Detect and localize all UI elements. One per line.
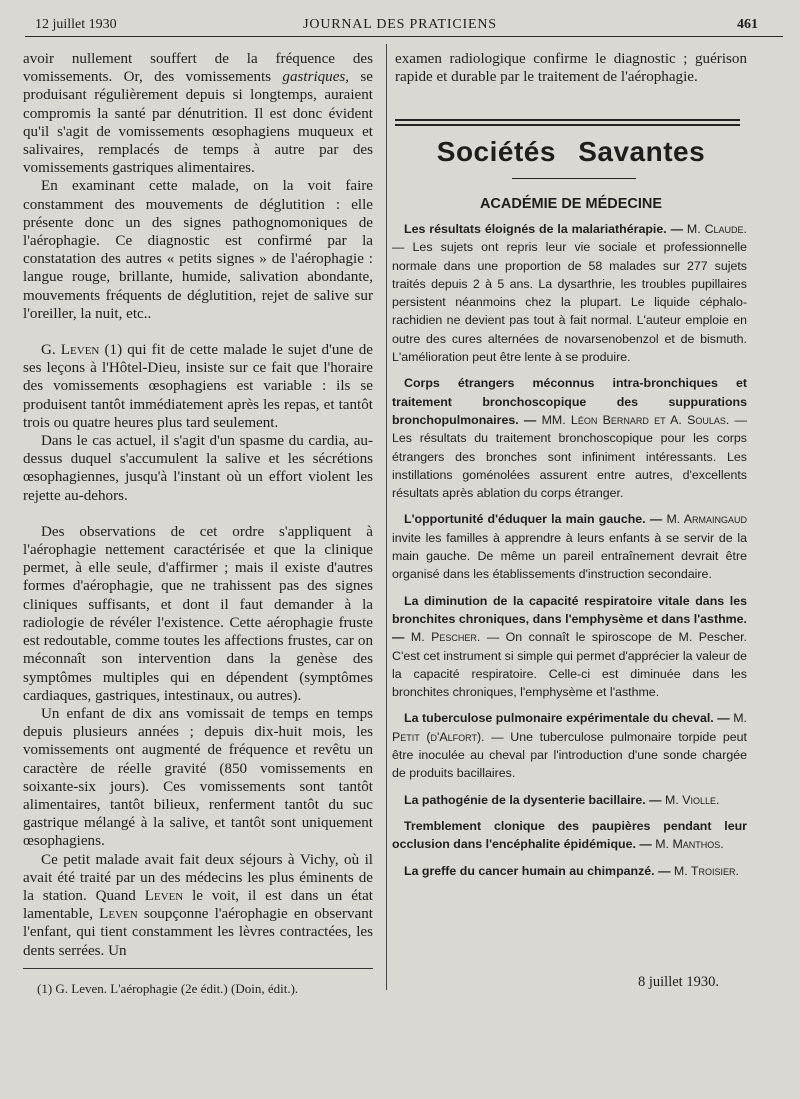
journal-title: JOURNAL DES PRATICIENS	[303, 17, 497, 32]
left-column	[23, 50, 373, 960]
paragraph: Un enfant de dix ans vomissait de temps en temps depuis plusieurs années ; depuis dix-huit mois, les vomissements ont augmenté de fréquence et revêtu un caractère de réelle gravité (850 vomissements en soixante-six jours). Ces vomissements sont tantôt alimentaires, tantôt bilieux, renferment tantôt du suc gastrique mélangé à la salive, et tantôt sont uniquement œsophagiens.	[23, 705, 373, 850]
header-rule	[25, 36, 783, 37]
list-item: Corps étrangers méconnus intra-bronchiques et traitement bronchoscopique des suppurations bronchopulmonaires. — MM. Léon Bernard et A. Soulas. — Les résultats du traitement bronchoscopique pour les corps étrangers des bronches sont infiniment intéressants. Les instillations goménolées assurent entre autres, d'excellents résultats après ablation du corps étranger.	[392, 376, 748, 501]
column-divider	[386, 44, 387, 990]
page-number: 461	[737, 17, 758, 32]
paragraph: En examinant cette malade, on la voit faire constamment des mouvements de déglutition : elle présente donc un des signes pathognomoniques de l'aérophagie. Ce diagnostic est confirmé par la constatation des autres « petits signes » de l'aérophagie : langue rouge, brillante, humide, salivation abondante, mouvements fréquents de déglutition, rejet de salive sur l'oreiller, la nuit, etc..	[23, 178, 373, 322]
list-item: La diminution de la capacité respiratoire vitale dans les bronchites chroniques, dans l'emphysème et dans l'asthme. — M. Pescher. — On connaît le spiroscope de M. Pescher. C'est cet instrument si simple qui permet d'apprécier la valeur de la capacité respiratoire. Celle-ci est diminuée dans les bronchites chroniques, l'emphysème et l'asthme.	[392, 593, 747, 700]
list-item: Tremblement clonique des paupières pendant leur occlusion dans l'encéphalite épidémique. — M. Manthos.	[392, 818, 747, 852]
paragraph: avoir nullement souffert de la fréquence des vomissements. Or, des vomissements gastriques, se produisant régulièrement depuis si longtemps, auraient compromis la santé par dénutrition. Il est donc évident qu'il s'agit de vomissements œsophagiens muqueux et salivaires, remplacés de temps à autre par des vomissements gastriques alimentaires.	[23, 51, 373, 177]
footnote: (1) G. Leven. L'aérophagie (2e édit.) (Doin, édit.).	[37, 981, 299, 996]
decorative-rule	[395, 124, 740, 126]
dateline: 8 juillet 1930.	[638, 974, 719, 990]
paragraph: Des observations de cet ordre s'appliquent à l'aérophagie nettement caractérisée et que la clinique permet, à elle seule, d'affirmer ; mais il existe d'autres formes d'aérophagie, que ne trahissent pas des signes cliniques suffisants, et dont il faut demander à la radiologie de révéler l'existence. Cette aérophagie fruste est redoutable, comme toutes les affections frustes, car on méconnaît son intervention dans la genèse des symptômes multiples qui en dépendent (symptômes cardiaques, gastriques, intestinaux, ou autres).	[23, 523, 373, 704]
list-item: La tuberculose pulmonaire expérimentale du cheval. — M. Petit (d'Alfort). — Une tuberculose pulmonaire torpide peut être inoculée au cheval par l'introduction d'une sonde chargée de produits bacillaires.	[392, 711, 747, 781]
section-subtitle: ACADÉMIE DE MÉDECINE	[479, 196, 663, 212]
right-column-top	[395, 50, 747, 86]
communications-list	[392, 220, 747, 888]
list-item: L'opportunité d'éduquer la main gauche. — M. Armaingaud invite les familles à apprendre à leurs enfants à se servir de la main gauche. De même un pareil entraînement devrait être organisé dans les établissements d'instruction secondaire.	[392, 512, 747, 582]
paragraph: examen radiologique confirme le diagnostic ; guérison rapide et durable par le traitement de l'aérophagie.	[395, 51, 747, 86]
paragraph: G. Leven (1) qui fit de cette malade le sujet d'une de ses leçons à l'Hôtel-Dieu, insiste sur ce fait que l'horaire des vomissements œsophagiens est variable : ils se produisent tantôt immédiatement après les repas, et tantôt trois ou quatre heures plus tard seulement.	[23, 342, 373, 431]
list-item: La greffe du cancer humain au chimpanzé. — M. Troisier.	[404, 863, 739, 878]
decorative-rule	[395, 119, 740, 121]
author-name: G. Leven	[41, 342, 100, 359]
header-date: 12 juillet 1930	[35, 17, 117, 32]
title-underline	[512, 178, 636, 179]
list-item: La pathogénie de la dysenterie bacillaire. — M. Violle.	[404, 792, 720, 807]
paragraph: Dans le cas actuel, il s'agit d'un spasme du cardia, au-dessus duquel s'accumulent la salive et les sécrétions œsophagiennes, jusqu'à l'instant où un effort violent les rejette au-dehors.	[23, 433, 373, 504]
footnote-rule	[23, 968, 373, 969]
paragraph: Ce petit malade avait fait deux séjours à Vichy, où il avait été traité par un des médecins les plus éminents de la station. Quand Leven le voit, il est dans un état lamentable, Leven soupçonne l'aérophagie en observant l'enfant, qui tient constamment les lèvres contractées, les dents serrées. Un	[23, 851, 373, 959]
section-title: Sociétés Savantes	[436, 136, 706, 167]
list-item: Les résultats éloignés de la malariathérapie. — M. Claude. — Les sujets ont repris leur vie sociale et professionnelle normale dans une proportion de 58 malades sur 277 sujets traités depuis 2 à 5 ans. La dysarthrie, les troubles pupillaires persistent néanmoins chez la plupart. Le liquide céphalo-rachidien ne devient pas tout à fait normal. L'auteur emploie en outre des cures alternées de novarsenobenzol et de bismuth. L'amélioration peut être lente à se produire.	[392, 222, 747, 365]
